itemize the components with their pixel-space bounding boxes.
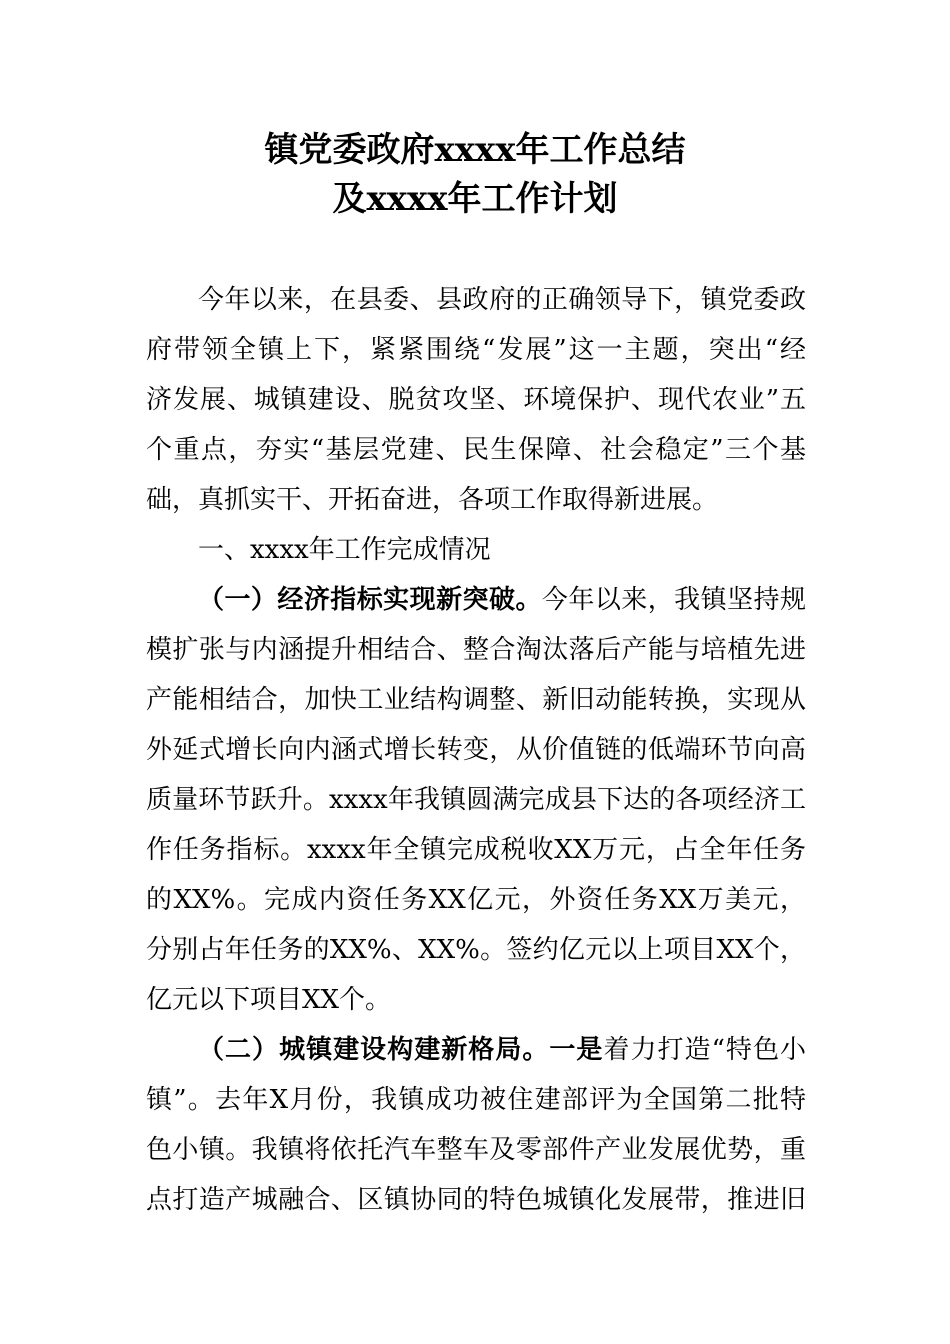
intro-line: 础，真抓实干、开拓奋进，各项工作取得新进展。 (146, 485, 719, 515)
subsection-2-line: 色小镇。我镇将依托汽车整车及零部件产业发展优势，重 (146, 1135, 806, 1165)
subsection-1-text: 今年以来，我镇坚持规 (541, 585, 806, 615)
document-title-line-2: 及xxxx年工作计划 (332, 179, 618, 219)
subsection-1-line: 产能相结合，加快工业结构调整、新旧动能转换，实现从 (146, 685, 806, 715)
subsection-1-first-line (198, 575, 806, 625)
subsection-1-line: 质量环节跃升。xxxx年我镇圆满完成县下达的各项经济工 (146, 785, 806, 815)
subsection-2-line: 点打造产城融合、区镇协同的特色城镇化发展带，推进旧 (146, 1185, 806, 1215)
subsection-1-heading: （一）经济指标实现新突破。 (198, 585, 542, 615)
intro-line: 府带领全镇上下，紧紧围绕“发展”这一主题，突出“经 (146, 335, 806, 365)
section-heading: 一、xxxx年工作完成情况 (198, 535, 491, 565)
subsection-1-line: 外延式增长向内涵式增长转变，从价值链的低端环节向高 (146, 735, 806, 765)
subsection-1-line: 的XX%。完成内资任务XX亿元，外资任务XX万美元， (146, 885, 806, 915)
intro-line: 今年以来，在县委、县政府的正确领导下，镇党委政 (198, 285, 806, 315)
subsection-1-line: 分别占年任务的XX%、XX%。签约亿元以上项目XX个， (146, 935, 806, 965)
subsection-2-first-line (198, 1025, 806, 1075)
intro-line: 济发展、城镇建设、脱贫攻坚、环境保护、现代农业”五 (146, 385, 806, 415)
document-title-line-1: 镇党委政府xxxx年工作总结 (264, 130, 686, 170)
subsection-1-line: 作任务指标。xxxx年全镇完成税收XX万元，占全年任务 (146, 835, 806, 865)
subsection-2-text: 着力打造“特色小 (603, 1035, 806, 1065)
subsection-1-line: 模扩张与内涵提升相结合、整合淘汰落后产能与培植先进 (146, 635, 806, 665)
subsection-1-line: 亿元以下项目XX个。 (146, 985, 392, 1015)
subsection-2-lead: 一是 (549, 1035, 604, 1065)
intro-line: 个重点，夯实“基层党建、民生保障、社会稳定”三个基 (146, 435, 806, 465)
subsection-2-heading: （二）城镇建设构建新格局。 (198, 1035, 550, 1065)
subsection-2-line: 镇”。去年X月份，我镇成功被住建部评为全国第二批特 (146, 1085, 806, 1115)
